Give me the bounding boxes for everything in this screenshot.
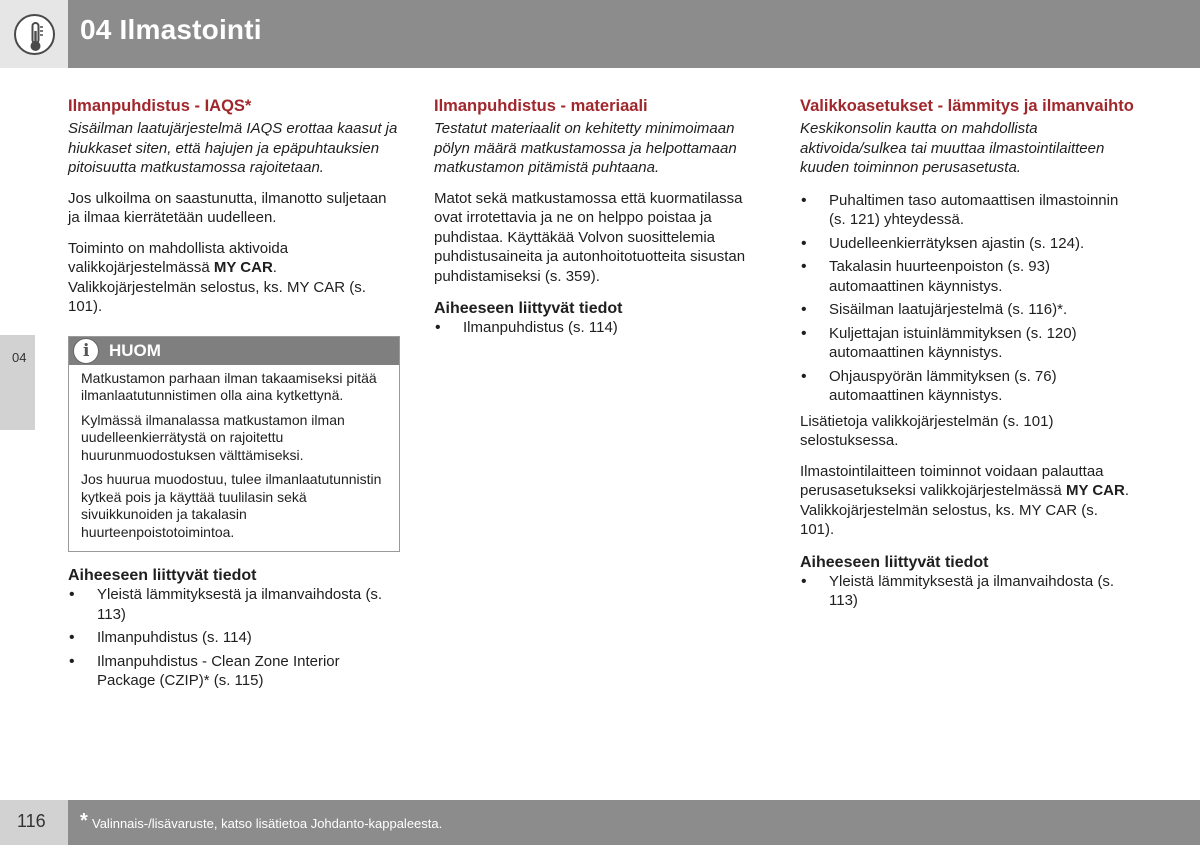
related-link[interactable]: • Ilmanpuhdistus (s. 114) — [434, 318, 766, 338]
footer-note: Valinnais-/lisävaruste, katso lisätietoa Johdanto-kappaleesta. — [92, 816, 443, 831]
header-icon-area — [0, 0, 68, 68]
info-icon: i — [73, 338, 99, 364]
column-menu-settings — [800, 96, 1134, 615]
settings-item: • Sisäilman laatujärjestelmä (s. 116)*. — [800, 300, 1134, 320]
settings-item: • Uudelleenkierrätyksen ajastin (s. 124). — [800, 234, 1134, 254]
menu-name-bold: MY CAR — [213, 259, 273, 276]
page-number-box — [0, 800, 68, 845]
related-link[interactable]: • Yleistä lämmityksestä ja ilmanvaihdosta (s. 113) — [68, 585, 400, 624]
related-heading: Aiheeseen liittyvät tiedot — [68, 567, 257, 584]
body-paragraph: Toiminto on mahdollista aktivoida valikkojärjestelmässä MY CAR. Valikkojärjestelmän selostus, ks. MY CAR (s. 101). — [68, 239, 366, 315]
related-heading: Aiheeseen liittyvät tiedot — [800, 553, 989, 571]
settings-list — [800, 191, 1134, 406]
thermometer-icon — [14, 14, 55, 55]
note-paragraph: Kylmässä ilmanalassa matkustamon ilman uudelleenkierrätystä on rajoitettu huurunmuodostuksen välttämiseksi. — [81, 411, 345, 463]
note-paragraph: Matkustamon parhaan ilman takaamiseksi pitää ilmanlaatutunnistimen olla aina kytkettynä. — [81, 369, 377, 403]
related-list — [68, 585, 400, 691]
page-number: 116 — [17, 811, 46, 831]
settings-item: • Kuljettajan istuinlämmityksen (s. 120) automaattinen käynnistys. — [800, 324, 1134, 363]
related-list — [800, 572, 1134, 611]
body-paragraph: Lisätietoja valikkojärjestelmän (s. 101) selostuksessa. — [800, 412, 1054, 449]
section-heading-materials: Ilmanpuhdistus - materiaali — [434, 97, 648, 115]
intro-text: Testatut materiaalit on kehitetty minimoimaan pölyn määrä matkustamossa ja helpottamaan matkustamon pitämistä puhtaana. — [434, 120, 737, 176]
column-iaqs — [68, 96, 400, 695]
note-body — [69, 365, 399, 552]
related-link[interactable]: • Ilmanpuhdistus - Clean Zone Interior Package (CZIP)* (s. 115) — [68, 652, 400, 691]
footer-bar — [68, 800, 1200, 845]
section-heading-menu-settings: Valikkoasetukset - lämmitys ja ilmanvaihto — [800, 97, 1134, 115]
settings-item: • Ohjauspyörän lämmityksen (s. 76) automaattinen käynnistys. — [800, 367, 1134, 406]
settings-item: • Puhaltimen taso automaattisen ilmastoinnin (s. 121) yhteydessä. — [800, 191, 1134, 230]
section-heading-iaqs: Ilmanpuhdistus - IAQS* — [68, 97, 252, 115]
body-paragraph: Matot sekä matkustamossa että kuormatilassa ovat irrotettavia ja ne on helppo poistaa ja puhdistaa. Käyttäkää Volvon suosittelemia puhdistusaineita ja autonhoitotuotteita sisustan puhdistamiseksi (s. 359). — [434, 189, 746, 285]
note-box — [68, 336, 400, 553]
note-header — [69, 337, 399, 365]
body-paragraph: Jos ulkoilma on saastunutta, ilmanotto suljetaan ja ilmaa kierrätetään uudelleen. — [68, 189, 387, 226]
intro-text: Keskikonsolin kautta on mahdollista aktivoida/sulkea tai muuttaa ilmastointilaitteen kuuden toiminnon perusasetusta. — [800, 120, 1105, 176]
related-heading: Aiheeseen liittyvät tiedot — [434, 300, 623, 317]
note-title: HUOM — [109, 340, 161, 360]
asterisk-marker: * — [80, 810, 88, 832]
body-paragraph: Ilmastointilaitteen toiminnot voidaan palauttaa perusasetukseksi valikkojärjestelmässä MY CAR. Valikkojärjestelmän selostus, ks. MY CAR (s. 101). — [800, 462, 1130, 538]
related-link[interactable]: • Yleistä lämmityksestä ja ilmanvaihdosta (s. 113) — [800, 572, 1134, 611]
chapter-side-tab-label: 04 — [12, 350, 27, 365]
related-list — [434, 318, 766, 338]
header-bar — [68, 0, 1200, 68]
menu-name-bold: MY CAR — [1065, 482, 1125, 499]
note-paragraph: Jos huurua muodostuu, tulee ilmanlaatutunnistin kytkeä pois ja käyttää tuulilasin sekä sivuikkunoiden ja takalasin huurteenpoistotoimintoa. — [81, 471, 382, 540]
intro-text: Sisäilman laatujärjestelmä IAQS erottaa kaasut ja hiukkaset siten, että hajujen ja epäpuhtauksien pitoisuutta matkustamossa rajoitetaan. — [68, 120, 398, 176]
chapter-title: 04 Ilmastointi — [80, 14, 262, 45]
settings-item: • Takalasin huurteenpoiston (s. 93) automaattinen käynnistys. — [800, 257, 1134, 296]
chapter-side-tab — [0, 335, 35, 430]
column-materials — [434, 96, 766, 342]
related-link[interactable]: • Ilmanpuhdistus (s. 114) — [68, 628, 400, 648]
